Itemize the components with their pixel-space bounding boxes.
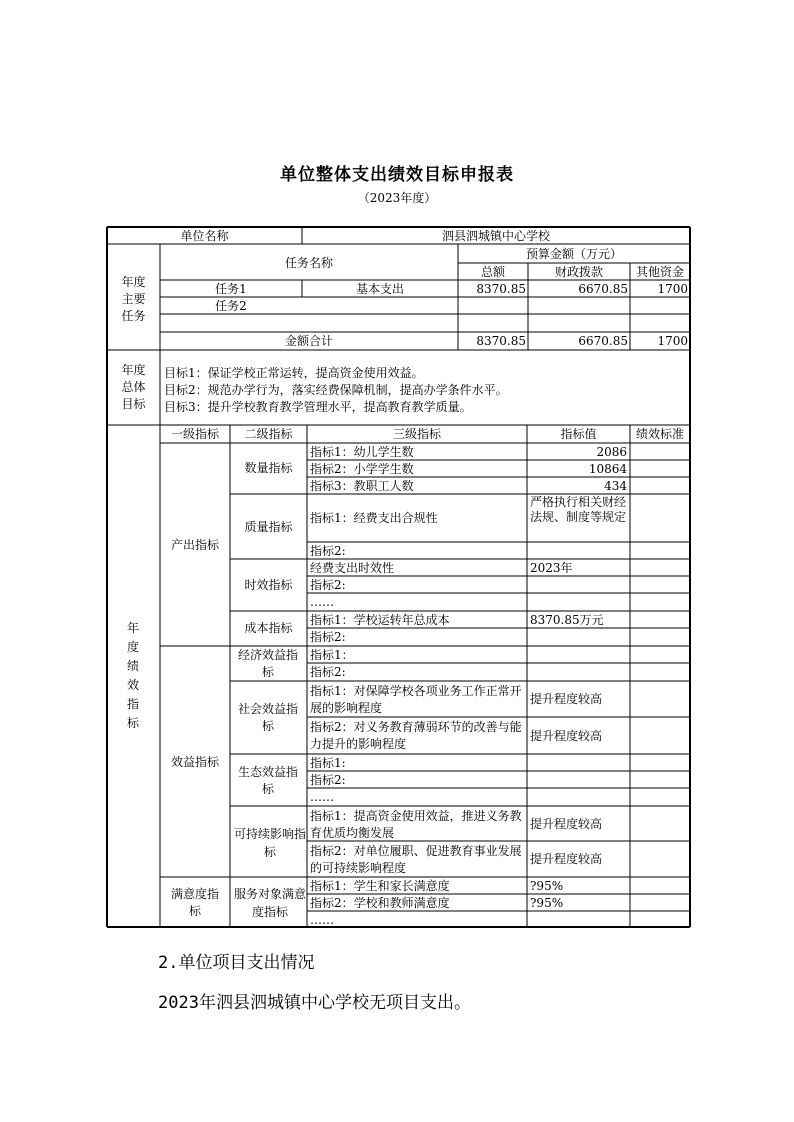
amount-total-total: 8370.85 xyxy=(476,334,526,348)
task-1-desc: 基本支出 xyxy=(355,282,404,296)
sustainable-value-1: 提升程度较高 xyxy=(530,817,603,831)
cost-value-1: 8370.85万元 xyxy=(530,613,604,627)
budget-col-other: 其他资金 xyxy=(635,265,684,279)
budget-col-total: 总额 xyxy=(480,265,505,279)
indicator-section-label: 年 度 绩 效 指 标 xyxy=(126,621,139,730)
quality-item-2: 指标2: xyxy=(310,544,346,558)
timeliness-item-1: 经费支出时效性 xyxy=(310,561,395,575)
level1-benefit: 效益指标 xyxy=(170,755,219,769)
quantity-value-2: 10864 xyxy=(588,462,627,476)
task-1-total: 8370.85 xyxy=(476,282,526,296)
unit-label: 单位名称 xyxy=(180,229,229,243)
social-item-2: 指标2：对义务教育薄弱环节的改善与能力提升的影响程度 xyxy=(310,720,522,751)
task-1-fiscal: 6670.85 xyxy=(578,282,628,296)
goal-3: 目标3：提升学校教育教学管理水平，提高教育教学质量。 xyxy=(164,400,472,414)
level1-satisfaction: 满意度指标 xyxy=(170,887,219,918)
quantity-item-3: 指标3：教职工人数 xyxy=(310,479,414,493)
amount-total-label: 金额合计 xyxy=(284,334,333,348)
ecological-item-2: 指标2: xyxy=(310,773,346,787)
header-level2: 二级指标 xyxy=(244,427,293,441)
goals-list xyxy=(164,365,508,416)
goal-1: 目标1：保证学校正常运转，提高资金使用效益。 xyxy=(164,366,424,380)
header-level1: 一级指标 xyxy=(170,427,219,441)
sustainable-item-2: 指标2：对单位履职、促进教育事业发展的可持续影响程度 xyxy=(310,844,522,875)
footer-text: 2023年泗县泗城镇中心学校无项目支出。 xyxy=(158,993,471,1013)
task-2-name: 任务2 xyxy=(215,299,247,313)
task-section-label: 年度 主要 任务 xyxy=(121,275,146,323)
social-item-1: 指标1：对保障学校各项业务工作正常开展的影响程度 xyxy=(310,684,522,715)
quantity-item-1: 指标1：幼儿学生数 xyxy=(310,445,414,459)
level1-output: 产出指标 xyxy=(170,538,219,552)
level2-quality: 质量指标 xyxy=(244,520,293,534)
amount-total-other: 1700 xyxy=(657,334,688,348)
goals-label: 年度 总体 目标 xyxy=(121,363,146,411)
quantity-value-3: 434 xyxy=(604,479,627,493)
sustainable-item-1: 指标1：提高资金使用效益，推进义务教育优质均衡发展 xyxy=(310,809,522,840)
task-1-other: 1700 xyxy=(657,282,688,296)
service-item-1: 指标1：学生和家长满意度 xyxy=(310,879,450,893)
service-value-2: ?95% xyxy=(530,896,564,910)
level2-economic: 经济效益指标 xyxy=(238,648,299,679)
quantity-value-1: 2086 xyxy=(596,445,627,459)
ecological-item-3: …… xyxy=(310,790,334,804)
economic-item-1: 指标1： xyxy=(310,648,354,662)
service-value-1: ?95% xyxy=(530,879,564,893)
level2-ecological: 生态效益指标 xyxy=(238,765,299,796)
level2-timeliness: 时效指标 xyxy=(244,578,293,592)
economic-item-2: 指标2: xyxy=(310,665,346,679)
service-item-3: …… xyxy=(310,913,334,927)
timeliness-value-1: 2023年 xyxy=(530,561,573,575)
level2-quantity: 数量指标 xyxy=(244,461,293,475)
quality-value-1: 严格执行相关财经法规、制度等规定 xyxy=(530,495,627,524)
sustainable-value-2: 提升程度较高 xyxy=(530,852,603,866)
budget-col-fiscal: 财政拨款 xyxy=(554,265,603,279)
social-value-1: 提升程度较高 xyxy=(530,692,603,706)
level2-sustainable: 可持续影响指标 xyxy=(234,827,307,859)
page-title: 单位整体支出绩效目标申报表 xyxy=(280,165,514,185)
goal-2: 目标2：规范办学行为，落实经费保障机制，提高办学条件水平。 xyxy=(164,383,508,397)
level2-social: 社会效益指标 xyxy=(238,702,299,733)
unit-name: 泗县泗城镇中心学校 xyxy=(441,229,550,243)
level2-cost: 成本指标 xyxy=(244,621,293,635)
ecological-item-1: 指标1: xyxy=(310,756,346,770)
cost-item-1: 指标1：学校运转年总成本 xyxy=(310,613,450,627)
social-value-2: 提升程度较高 xyxy=(530,729,603,743)
header-value: 指标值 xyxy=(560,427,597,441)
level2-service: 服务对象满意度指标 xyxy=(234,887,307,919)
task-1-name: 任务1 xyxy=(215,282,247,296)
quality-item-1: 指标1：经费支出合规性 xyxy=(310,511,438,525)
timeliness-item-3: …… xyxy=(310,595,334,609)
header-standard: 绩效标准 xyxy=(635,427,684,441)
header-level3: 三级指标 xyxy=(392,427,441,441)
page-subtitle: （2023年度） xyxy=(357,191,437,205)
cost-item-2: 指标2: xyxy=(310,630,346,644)
quantity-item-2: 指标2：小学学生数 xyxy=(310,462,414,476)
timeliness-item-2: 指标2: xyxy=(310,578,346,592)
budget-header: 预算金额（万元） xyxy=(525,247,622,261)
task-name-header: 任务名称 xyxy=(284,256,333,270)
footer-heading: 2.单位项目支出情况 xyxy=(158,953,315,973)
amount-total-fiscal: 6670.85 xyxy=(578,334,628,348)
service-item-2: 指标2：学校和教师满意度 xyxy=(310,896,450,910)
